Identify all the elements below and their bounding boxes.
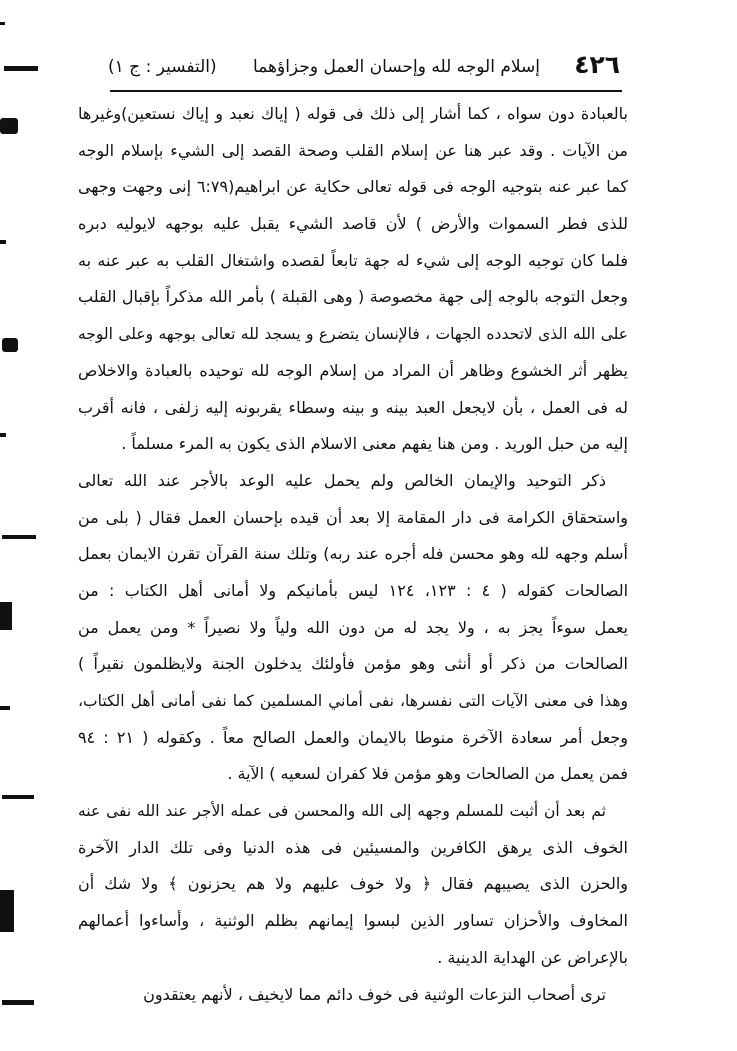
scan-artifact: [0, 602, 12, 630]
text-line: على الله الذى لاتحدده الجهات ، فالإنسان يتضرع و يسجد لله تعالى بوجهه وعلى الوجه: [78, 325, 628, 344]
text-line: من الآيات . وقد عبر هنا عن إسلام القلب وصحة القصد إلى الشيء بإسلام الوجه: [78, 140, 628, 160]
text-line: فمن يعمل من الصالحات وهو مؤمن فلا كفران لسعيه ) الآية .: [227, 764, 628, 784]
text-line: المخاوف والأحزان تساور الذين لبسوا إيمانهم بظلم الوثنية ، وأساءوا أعمالهم: [78, 911, 628, 931]
text-line: إليه من حبل الوريد . ومن هنا يفهم معنى الاسلام الذى يكون به المرء مسلماً .: [121, 434, 628, 454]
text-line: يعمل سوءاً يجز به ، ولا يجد له من دون الله ولياً ولا نصيراً * ومن يعمل من: [78, 617, 628, 637]
text-line: له فى العمل ، بأن لايجعل العبد بينه و بينه وسطاء يقربونه إليه زلفى ، فانه أقرب: [78, 397, 628, 417]
text-line: ذكر التوحيد والإيمان الخالص ولم يحمل عليه الوعد بالأجر عند الله تعالى: [78, 470, 606, 490]
volume-reference: (التفسير : ج ١): [108, 57, 217, 77]
scan-artifact: [2, 535, 36, 539]
text-line: ترى أصحاب النزعات الوثنية فى خوف دائم مما لايخيف ، لأنهم يعتقدون: [143, 984, 606, 1004]
scan-artifact: [0, 240, 6, 244]
page-header: [108, 48, 620, 86]
text-line: أسلم وجهه لله وهو محسن فله أجره عند ربه) وتلك سنة القرآن تقرن الايمان بعمل: [78, 544, 628, 564]
scan-artifact: [2, 795, 34, 799]
text-line: واستحقاق الكرامة فى دار المقامة إلا بعد أن قيده بإحسان العمل فقال ( بلى من: [78, 507, 628, 527]
scan-artifact: [0, 22, 5, 25]
text-line: وهذا فى معنى الآيات التى نفسرها، نفى أماني المسلمين كما نفى أمانى أهل الكتاب،: [78, 692, 628, 710]
scan-artifact: [0, 890, 14, 932]
page-number: ٤٢٦: [574, 50, 620, 79]
text-line: وجعل التوجه بالوجه إلى جهة مخصوصة ( وهى القبلة ) بأمر الله مذكراً بإقبال القلب: [78, 287, 628, 307]
text-line: فلما كان توجيه الوجه إلى شيء له جهة تابعاً لقصده واشتغال القلب به عبر عنه به: [78, 250, 628, 270]
text-line: كما عبر عنه بتوجيه الوجه فى قوله تعالى حكاية عن ابراهيم(٦:٧٩ إنى وجهت وجهى: [78, 177, 628, 197]
scan-artifact: [0, 118, 18, 134]
text-line: الخوف الذى يرهق الكافرين والمسيئين فى هذه الدنيا وفى تلك الدار الآخرة: [78, 837, 628, 857]
scan-artifact: [0, 433, 6, 437]
text-line: والحزن الذى يصيبهم فقال ﴿ ولا خوف عليهم ولا هم يحزنون ﴾ ولا شك أن: [78, 874, 628, 894]
text-line: الصالحات من ذكر أو أنثى وهو مؤمن فأولئك يدخلون الجنة ولايظلمون نقيراً ): [78, 654, 628, 674]
scan-artifact: [2, 338, 18, 352]
scan-artifact: [2, 1000, 34, 1005]
header-rule: [110, 90, 622, 92]
text-line: يظهر أثر الخشوع وظاهر أن المراد من إسلام الوجه لله توحيده بالعبادة والاخلاص: [78, 360, 628, 380]
text-line: وجعل أمر سعادة الآخرة منوطا بالايمان والعمل الصالح معاً . وكقوله ( ٢١ : ٩٤: [78, 727, 628, 747]
text-line: بالعبادة دون سواه ، كما أشار إلى ذلك فى قوله ( إياك نعبد و إياك نستعين)وغيرها: [78, 104, 628, 123]
text-line: للذى فطر السموات والأرض ) لأن قاصد الشيء يقبل عليه بوجهه لايوليه دبره: [78, 214, 628, 234]
running-title: إسلام الوجه لله وإحسان العمل وجزاؤهما: [253, 57, 540, 77]
body-text: [78, 96, 628, 1013]
text-line: بالإعراض عن الهداية الدينية .: [437, 947, 628, 967]
text-line: ثم بعد أن أثبت للمسلم وجهه إلى الله والمحسن فى عمله الأجر عند الله نفى عنه: [78, 802, 606, 821]
scan-artifact: [0, 706, 10, 710]
scan-artifact: [4, 66, 38, 71]
text-line: الصالحات كقوله ( ٤ : ١٢٣، ١٢٤ ليس بأمانيكم ولا أمانى أهل الكتاب : من: [78, 580, 628, 600]
